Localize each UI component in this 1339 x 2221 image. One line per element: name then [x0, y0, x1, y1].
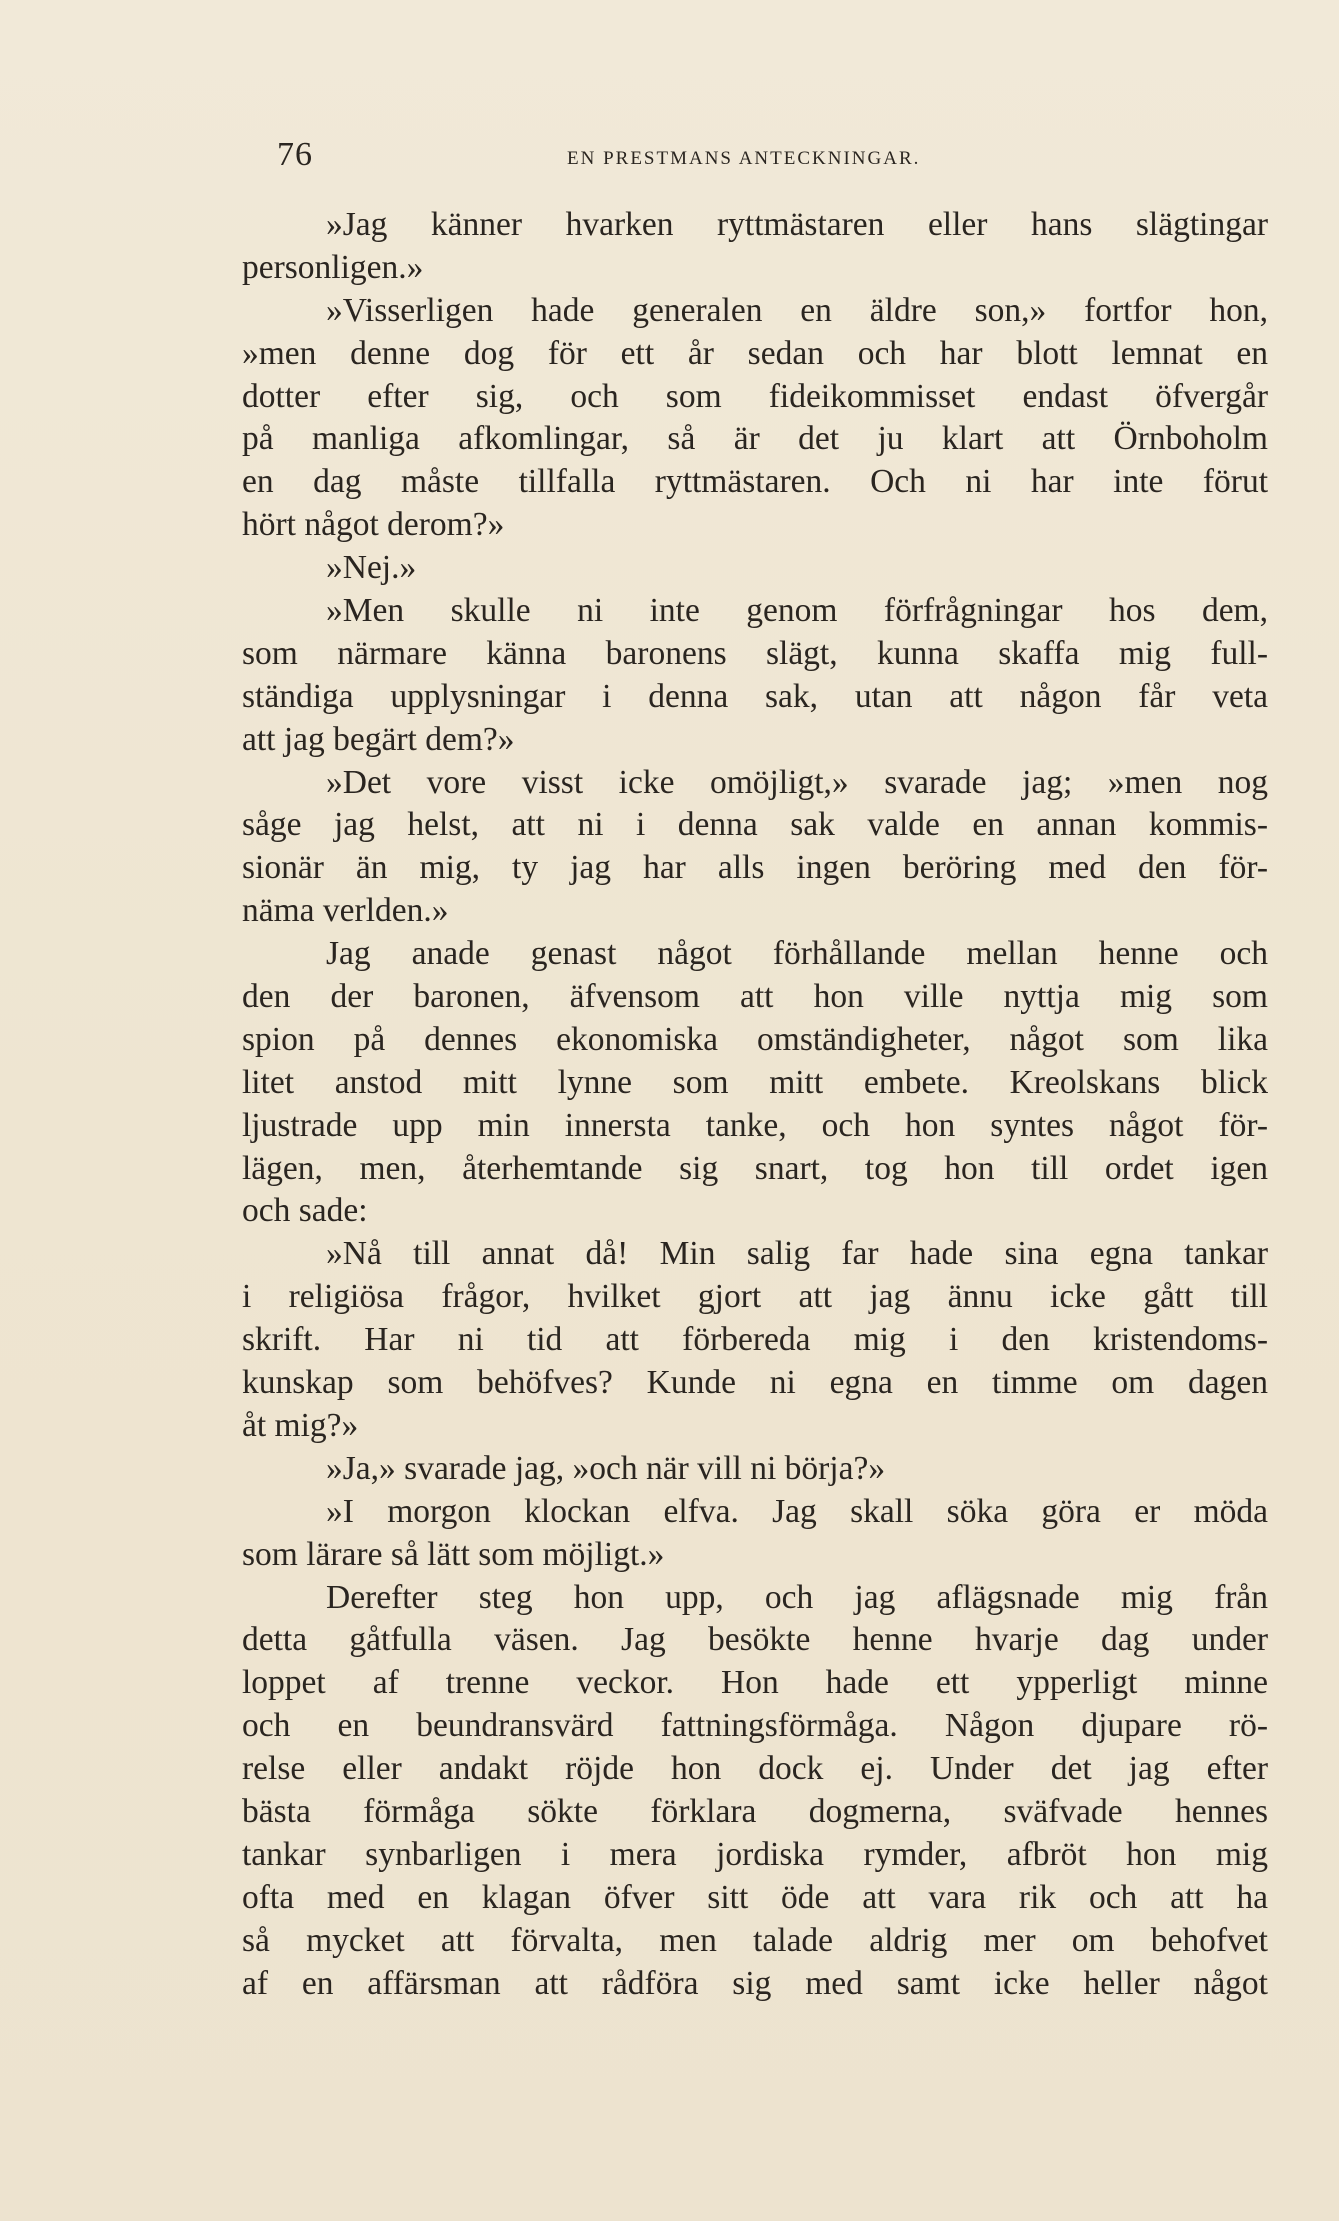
text-line: dotter efter sig, och som fideikommisset endast öfvergår	[242, 377, 1268, 415]
text-line: »men denne dog för ett år sedan och har blott lemnat en	[242, 334, 1268, 372]
text-line: ljustrade upp min innersta tanke, och hon syntes något för-	[242, 1106, 1268, 1144]
text-line: så mycket att förvalta, men talade aldrig mer om behofvet	[242, 1921, 1268, 1959]
text-line: åt mig?»	[242, 1406, 359, 1444]
text-line: den der baronen, äfvensom att hon ville nyttja mig som	[242, 978, 1268, 1016]
text-line: detta gåtfulla väsen. Jag besökte henne hvarje dag under	[242, 1621, 1268, 1659]
text-line: bästa förmåga sökte förklara dogmerna, sväfvade hennes	[242, 1792, 1268, 1830]
text-line: och en beundransvärd fattningsförmåga. Någon djupare rö-	[242, 1707, 1268, 1745]
text-line: spion på dennes ekonomiska omständigheter, något som lika	[242, 1020, 1268, 1058]
text-line: näma verlden.»	[242, 892, 449, 930]
text-line: Jag anade genast något förhållande mellan henne och	[326, 935, 1268, 973]
text-line: »Nej.»	[326, 549, 417, 587]
text-line: hört något derom?»	[242, 506, 505, 544]
text-line: loppet af trenne veckor. Hon hade ett ypperligt minne	[242, 1664, 1268, 1702]
text-line: lägen, men, återhemtande sig snart, tog hon till ordet igen	[242, 1149, 1268, 1187]
text-line: ofta med en klagan öfver sitt öde att vara rik och att ha	[242, 1878, 1268, 1916]
text-line: »Ja,» svarade jag, »och när vill ni börja?»	[326, 1449, 886, 1487]
text-line: skrift. Har ni tid att förbereda mig i den kristendoms-	[242, 1321, 1268, 1359]
text-line: litet anstod mitt lynne som mitt embete. Kreolskans blick	[242, 1063, 1268, 1101]
text-line: ständiga upplysningar i denna sak, utan att någon får veta	[242, 677, 1268, 715]
text-line: »Visserligen hade generalen en äldre son,» fortfor hon,	[326, 291, 1268, 329]
text-line: »Jag känner hvarken ryttmästaren eller hans slägtingar	[326, 206, 1268, 243]
text-line: som lärare så lätt som möjligt.»	[242, 1535, 665, 1573]
text-line: tankar synbarligen i mera jordiska rymder, afbröt hon mig	[242, 1835, 1268, 1873]
text-line: att jag begärt dem?»	[242, 720, 515, 758]
page-number: 76	[277, 136, 313, 173]
running-head	[277, 136, 1268, 176]
text-line: en dag måste tillfalla ryttmästaren. Och ni har inte förut	[242, 463, 1268, 501]
running-title: EN PRESTMANS ANTECKNINGAR.	[567, 148, 921, 169]
text-line: Derefter steg hon upp, och jag aflägsnade mig från	[326, 1578, 1268, 1616]
text-line: »Men skulle ni inte genom förfrågningar hos dem,	[326, 592, 1268, 630]
body-text	[242, 204, 1268, 2005]
text-line: sionär än mig, ty jag har alls ingen beröring med den för-	[242, 849, 1268, 887]
text-line: och sade:	[242, 1192, 368, 1230]
text-line: relse eller andakt röjde hon dock ej. Under det jag efter	[242, 1750, 1268, 1788]
text-line: såge jag helst, att ni i denna sak valde en annan kommis-	[242, 806, 1268, 844]
text-line: som närmare känna baronens slägt, kunna skaffa mig full-	[242, 634, 1268, 672]
text-line: »Nå till annat då! Min salig far hade sina egna tankar	[326, 1235, 1268, 1273]
text-line: i religiösa frågor, hvilket gjort att jag ännu icke gått till	[242, 1278, 1268, 1316]
text-line: på manliga afkomlingar, så är det ju klart att Örnboholm	[242, 420, 1268, 458]
text-line: af en affärsman att rådföra sig med samt icke heller något	[242, 1964, 1268, 2002]
text-line: personligen.»	[242, 248, 424, 286]
text-line: »Det vore visst icke omöjligt,» svarade jag; »men nog	[326, 763, 1268, 801]
text-line: kunskap som behöfves? Kunde ni egna en timme om dagen	[242, 1364, 1268, 1402]
text-line: »I morgon klockan elfva. Jag skall söka göra er möda	[326, 1492, 1268, 1530]
